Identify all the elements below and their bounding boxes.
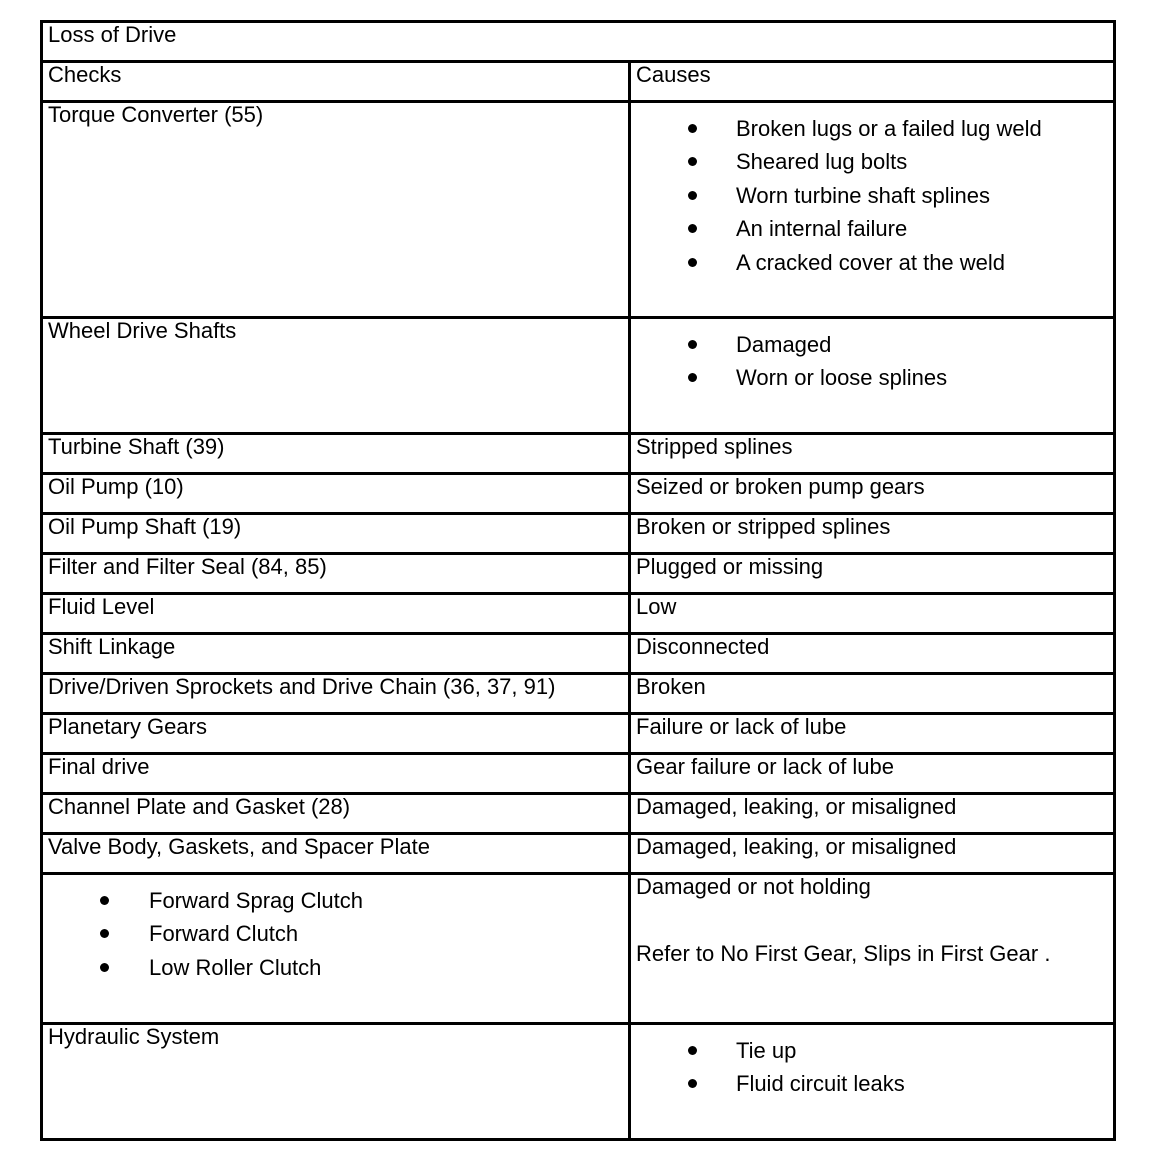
cause-text: Damaged or not holding — [636, 874, 871, 899]
list-item — [631, 1067, 1113, 1100]
table-row — [42, 474, 1115, 514]
check-text: Low Roller Clutch — [149, 954, 322, 980]
cause-cell: Damaged, leaking, or misaligned — [630, 794, 1115, 834]
bullet-icon — [100, 929, 109, 938]
table-row — [42, 634, 1115, 674]
check-cell: Final drive — [42, 754, 630, 794]
cause-text: A cracked cover at the weld — [736, 249, 1006, 275]
table-row — [42, 834, 1115, 874]
list-item — [631, 246, 1113, 279]
check-cell: Wheel Drive Shafts — [42, 318, 630, 434]
check-text: Forward Sprag Clutch — [149, 888, 363, 913]
cause-cell — [630, 874, 1115, 1024]
table-row — [42, 794, 1115, 834]
cause-cell: Disconnected — [630, 634, 1115, 674]
cause-cell: Plugged or missing — [630, 554, 1115, 594]
cause-cell: Low — [630, 594, 1115, 634]
cause-cell: Damaged, leaking, or misaligned — [630, 834, 1115, 874]
loss-of-drive-table — [40, 20, 1116, 1141]
table-row — [42, 754, 1115, 794]
table-title: Loss of Drive — [42, 22, 1115, 62]
table-row — [42, 102, 1115, 318]
cause-bullet-list — [631, 328, 1113, 395]
check-cell: Oil Pump (10) — [42, 474, 630, 514]
bullet-icon — [688, 1079, 697, 1088]
bullet-icon — [100, 963, 109, 972]
causes-column-header: Causes — [630, 62, 1115, 102]
cause-cell: Broken or stripped splines — [630, 514, 1115, 554]
check-cell — [42, 874, 630, 1024]
list-item — [631, 328, 1113, 361]
checks-column-header: Checks — [42, 62, 630, 102]
list-item — [43, 917, 628, 950]
check-cell: Oil Pump Shaft (19) — [42, 514, 630, 554]
cause-text: Tie up — [736, 1038, 797, 1063]
list-item — [43, 884, 628, 917]
bullet-icon — [688, 124, 697, 133]
cause-cell: Stripped splines — [630, 434, 1115, 474]
table-row — [42, 594, 1115, 634]
check-cell: Filter and Filter Seal (84, 85) — [42, 554, 630, 594]
check-text: Forward Clutch — [149, 921, 299, 947]
bullet-icon — [100, 896, 109, 905]
table-row — [42, 674, 1115, 714]
list-item — [631, 179, 1113, 212]
list-item — [631, 212, 1113, 245]
check-cell: Fluid Level — [42, 594, 630, 634]
bullet-icon — [688, 157, 697, 166]
cause-cell — [630, 1024, 1115, 1140]
cause-text: Fluid circuit leaks — [736, 1071, 905, 1097]
cause-cell: Gear failure or lack of lube — [630, 754, 1115, 794]
cause-cell: Seized or broken pump gears — [630, 474, 1115, 514]
cause-cell — [630, 318, 1115, 434]
check-cell: Hydraulic System — [42, 1024, 630, 1140]
check-cell: Valve Body, Gaskets, and Spacer Plate — [42, 834, 630, 874]
check-cell: Channel Plate and Gasket (28) — [42, 794, 630, 834]
check-cell: Torque Converter (55) — [42, 102, 630, 318]
spacer — [636, 899, 1113, 942]
cause-reference-text: Refer to No First Gear, Slips in First Gear . — [636, 941, 1051, 966]
list-item — [631, 112, 1113, 145]
check-cell: Shift Linkage — [42, 634, 630, 674]
table-row — [42, 874, 1115, 1024]
bullet-icon — [688, 340, 697, 349]
cause-text: Sheared lug bolts — [736, 149, 908, 175]
cause-bullet-list — [631, 112, 1113, 279]
bullet-icon — [688, 224, 697, 233]
bullet-icon — [688, 191, 697, 200]
bullet-icon — [688, 1046, 697, 1055]
list-item — [631, 361, 1113, 394]
cause-cell: Broken — [630, 674, 1115, 714]
table-row — [42, 714, 1115, 754]
cause-bullet-list — [631, 1034, 1113, 1101]
check-cell: Drive/Driven Sprockets and Drive Chain (36, 37, 91) — [42, 674, 630, 714]
bullet-icon — [688, 373, 697, 382]
bullet-icon — [688, 258, 697, 267]
check-cell: Turbine Shaft (39) — [42, 434, 630, 474]
cause-text: Worn turbine shaft splines — [736, 182, 990, 208]
table-row — [42, 1024, 1115, 1140]
cause-cell: Failure or lack of lube — [630, 714, 1115, 754]
table-row — [42, 434, 1115, 474]
table-row — [42, 514, 1115, 554]
cause-text: An internal failure — [736, 216, 908, 242]
list-item — [631, 145, 1113, 178]
list-item — [631, 1034, 1113, 1067]
check-bullet-list — [43, 884, 628, 984]
cause-text: Broken lugs or a failed lug weld — [736, 116, 1042, 141]
check-cell: Planetary Gears — [42, 714, 630, 754]
cause-cell — [630, 102, 1115, 318]
table-row — [42, 318, 1115, 434]
cause-text: Damaged — [736, 332, 832, 357]
table-row — [42, 554, 1115, 594]
cause-text: Worn or loose splines — [736, 365, 948, 391]
list-item — [43, 951, 628, 984]
